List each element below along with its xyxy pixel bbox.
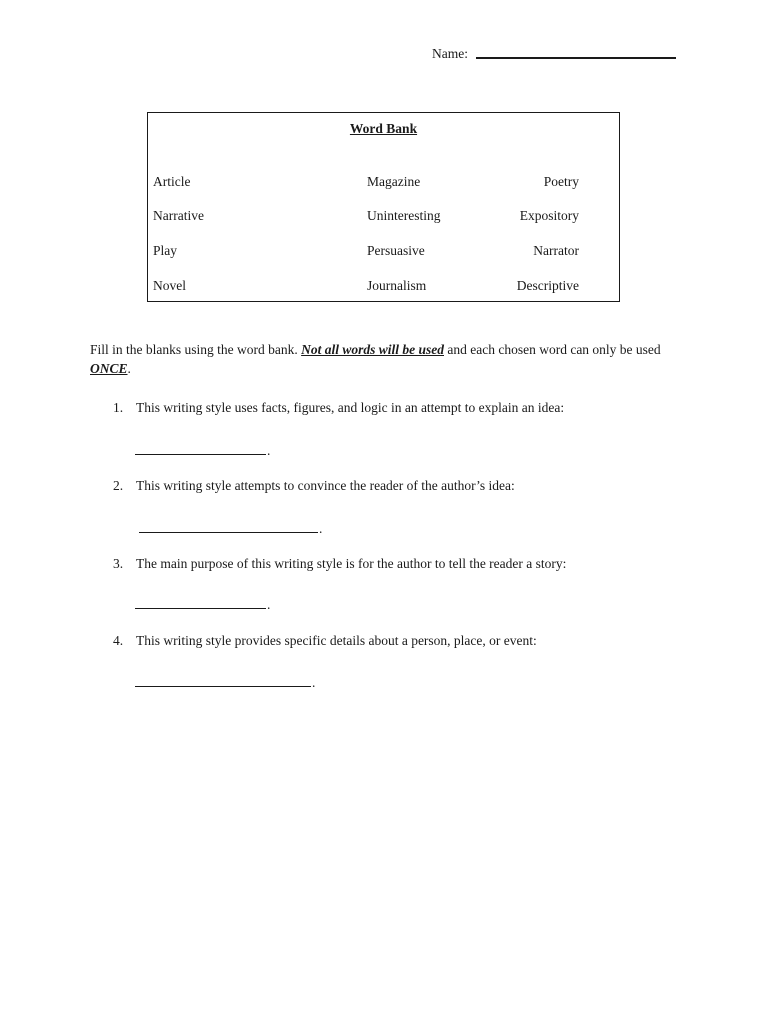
word-bank-title: Word Bank: [349, 121, 418, 136]
word-bank-word: Expository: [519, 208, 579, 223]
word-bank-word: Narrator: [533, 243, 579, 258]
answer-blank[interactable]: [135, 673, 320, 690]
answer-period: .: [267, 443, 271, 458]
answer-blank[interactable]: [139, 519, 329, 536]
word-bank-word: Play: [153, 243, 178, 258]
word-bank-box: [147, 112, 620, 302]
instructions-text: Fill in the blanks using the word bank.: [90, 342, 302, 357]
word-bank-word: Uninteresting: [367, 208, 441, 223]
answer-blank[interactable]: [135, 595, 275, 612]
instructions-emphasis: Not all words will be used: [301, 342, 444, 357]
word-bank-word: Poetry: [543, 174, 579, 189]
question-text: The main purpose of this writing style is for the author to tell the reader a story:: [136, 556, 567, 571]
word-bank-word: Article: [153, 174, 191, 189]
question-text: This writing style uses facts, figures, and logic in an attempt to explain an idea:: [136, 400, 565, 415]
word-bank-word: Magazine: [367, 174, 421, 189]
instructions-emphasis: ONCE: [90, 360, 128, 376]
instructions-text: .: [127, 360, 131, 376]
question-number: 3.: [113, 556, 124, 571]
name-field: [432, 46, 682, 64]
answer-period: .: [267, 597, 271, 612]
word-bank-word: Persuasive: [367, 243, 425, 258]
answer-line: [135, 454, 266, 455]
name-blank-line: [476, 57, 676, 59]
instructions-paragraph: [90, 341, 690, 378]
name-label: Name:: [432, 46, 468, 61]
question-text: This writing style attempts to convince the reader of the author’s idea:: [136, 478, 515, 493]
instructions-text: and each chosen word can only be used: [444, 342, 661, 357]
answer-line: [135, 608, 266, 609]
question-number: 1.: [113, 400, 124, 415]
answer-period: .: [312, 675, 316, 690]
answer-line: [139, 532, 318, 533]
question-text: This writing style provides specific details about a person, place, or event:: [136, 633, 537, 648]
question-number: 2.: [113, 478, 124, 493]
answer-period: .: [319, 521, 323, 536]
answer-line: [135, 686, 311, 687]
word-bank-word: Novel: [153, 278, 186, 293]
word-bank-word: Journalism: [367, 278, 427, 293]
answer-blank[interactable]: [135, 441, 275, 458]
question-number: 4.: [113, 633, 124, 648]
word-bank-word: Descriptive: [516, 278, 579, 293]
word-bank-word: Narrative: [153, 208, 204, 223]
